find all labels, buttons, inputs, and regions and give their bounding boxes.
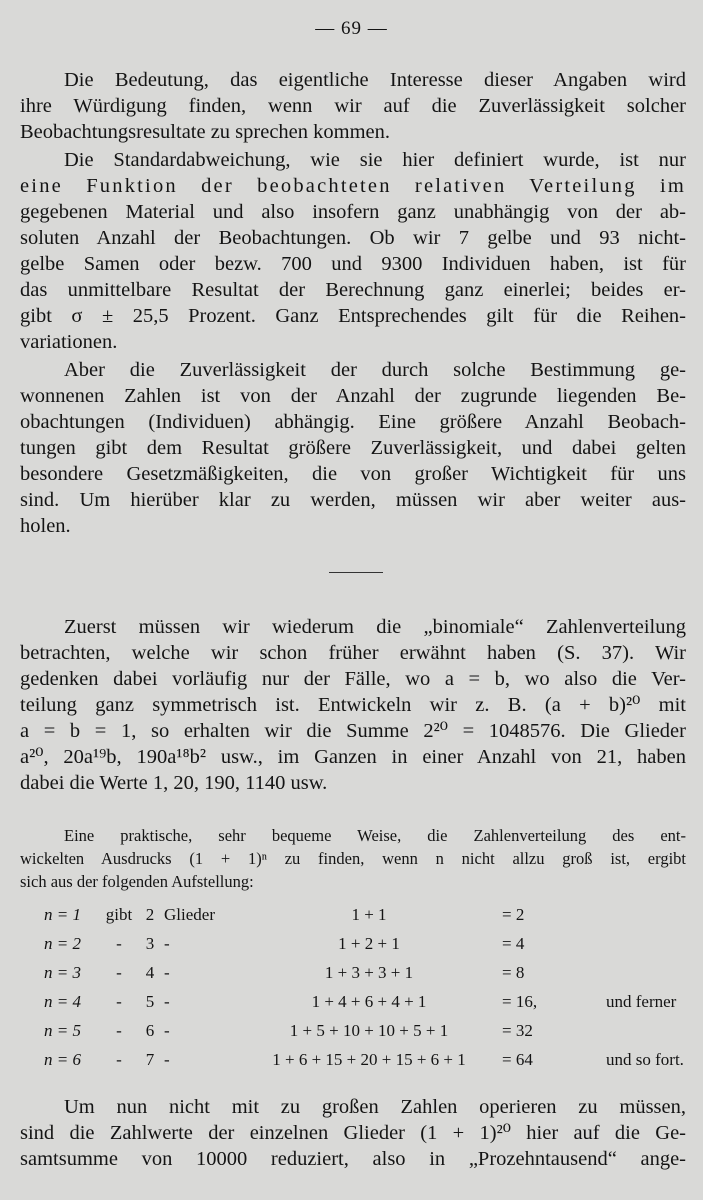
table-cell-count: 3 xyxy=(145,934,155,953)
table-row xyxy=(44,905,684,929)
table-row xyxy=(44,1021,684,1045)
table-cell-gibt: - xyxy=(116,1050,122,1069)
table-cell-count: 5 xyxy=(145,992,155,1011)
table-row xyxy=(44,963,684,987)
paragraph-4 xyxy=(20,614,686,796)
table-cell-result: = 8 xyxy=(502,963,525,982)
table-cell-count: 6 xyxy=(145,1021,155,1040)
table-cell-gibt: - xyxy=(116,992,122,1011)
table-cell-result: = 64 xyxy=(502,1050,533,1069)
text-line: samtsumme von 10000 reduziert, also in „Prozehntausend“ ange- xyxy=(20,1148,686,1170)
body-text-upper xyxy=(20,67,686,549)
table-row xyxy=(44,934,684,958)
text-line: ihre Würdigung finden, wenn wir auf die Zuverlässigkeit solcher xyxy=(20,95,686,117)
table-cell-glieder: Glieder xyxy=(164,905,215,924)
table-cell-n: n = 3 xyxy=(44,963,81,982)
table-cell-expression: 1 + 4 + 6 + 4 + 1 xyxy=(311,992,427,1011)
text-line: wonnenen Zahlen ist von der Anzahl der zugrunde liegenden Be- xyxy=(20,385,686,407)
text-line: betrachten, welche wir schon früher erwähnt haben (S. 37). Wir xyxy=(20,642,686,664)
body-text-middle xyxy=(20,614,686,806)
text-line: Beobachtungsresultate zu sprechen kommen. xyxy=(20,121,391,143)
table-cell-n: n = 5 xyxy=(44,1021,81,1040)
text-line: Eine praktische, sehr bequeme Weise, die Zahlenverteilung des ent- xyxy=(64,826,686,845)
small-print-paragraph xyxy=(20,824,686,893)
table-cell-n: n = 2 xyxy=(44,934,81,953)
table-cell-n: n = 6 xyxy=(44,1050,81,1069)
table-cell-result: = 2 xyxy=(502,905,525,924)
table-cell-count: 7 xyxy=(145,1050,155,1069)
text-line: tungen gibt dem Resultat größere Zuverlässigkeit, und dabei gelten xyxy=(20,437,686,459)
page-number: — 69 — xyxy=(315,18,388,39)
table-cell-expression: 1 + 5 + 10 + 10 + 5 + 1 xyxy=(289,1021,449,1040)
text-line: holen. xyxy=(20,515,71,537)
text-line: Aber die Zuverlässigkeit der durch solche Bestimmung ge- xyxy=(64,359,686,381)
text-line: variationen. xyxy=(20,331,118,353)
table-cell-result: = 32 xyxy=(502,1021,533,1040)
text-line: obachtungen (Individuen) abhängig. Eine größere Anzahl Beobach- xyxy=(20,411,686,433)
table-cell-note: und so fort. xyxy=(606,1050,684,1069)
table-cell-n: n = 1 xyxy=(44,905,81,924)
table-cell-glieder: - xyxy=(164,992,170,1011)
text-line: gibt σ ± 25,5 Prozent. Ganz Entsprechendes gilt für die Reihen- xyxy=(20,305,686,327)
table-cell-count: 4 xyxy=(145,963,155,982)
text-line: eine Funktion der beobachteten relativen Verteilung im xyxy=(20,175,686,197)
paragraph-2 xyxy=(20,147,686,355)
table-cell-glieder: - xyxy=(164,1021,170,1040)
text-line: sind die Zahlwerte der einzelnen Glieder (1 + 1)²⁰ hier auf die Ge- xyxy=(20,1122,686,1144)
text-line: Zuerst müssen wir wiederum die „binomiale“ Zahlenverteilung xyxy=(64,616,686,638)
section-divider xyxy=(329,572,383,573)
text-line: dabei die Werte 1, 20, 190, 1140 usw. xyxy=(20,772,328,794)
table-cell-expression: 1 + 6 + 15 + 20 + 15 + 6 + 1 xyxy=(272,1050,466,1069)
table-cell-gibt: - xyxy=(116,963,122,982)
text-line: wickelten Ausdrucks (1 + 1)ⁿ zu finden, wenn n nicht allzu groß ist, ergibt xyxy=(20,849,686,868)
text-line: sich aus der folgenden Aufstellung: xyxy=(20,872,254,891)
table-cell-gibt: - xyxy=(116,1021,122,1040)
table-cell-count: 2 xyxy=(145,905,155,924)
text-line: a = b = 1, so erhalten wir die Summe 2²⁰ = 1048576. Die Glieder xyxy=(20,720,686,742)
table-cell-result: = 4 xyxy=(502,934,525,953)
table-cell-n: n = 4 xyxy=(44,992,81,1011)
body-text-lower xyxy=(20,1094,686,1172)
text-line: gelbe Samen oder bezw. 700 und 9300 Individuen haben, ist für xyxy=(20,253,686,275)
text-line: Die Bedeutung, das eigentliche Interesse dieser Angaben wird xyxy=(64,69,686,91)
table-cell-gibt: gibt xyxy=(105,905,133,924)
table-cell-result: = 16, xyxy=(502,992,538,1011)
paragraph-3 xyxy=(20,357,686,539)
text-line: Die Standardabweichung, wie sie hier definiert wurde, ist nur xyxy=(64,149,686,171)
text-line: gedenken dabei vorläufig nur der Fälle, wo a = b, wo also die Ver- xyxy=(20,668,686,690)
text-line: soluten Anzahl der Beobachtungen. Ob wir 7 gelbe und 93 nicht- xyxy=(20,227,686,249)
table-cell-expression: 1 + 3 + 3 + 1 xyxy=(324,963,414,982)
table-cell-expression: 1 + 2 + 1 xyxy=(338,934,400,953)
text-line: sind. Um hierüber klar zu werden, müssen wir aber weiter aus- xyxy=(20,489,686,511)
table-row xyxy=(44,992,684,1016)
table-cell-glieder: - xyxy=(164,934,170,953)
table-cell-note: und ferner xyxy=(606,992,677,1011)
table-cell-glieder: - xyxy=(164,1050,170,1069)
paragraph-1 xyxy=(20,67,686,145)
text-line: das unmittelbare Resultat der Berechnung ganz einerlei; beides er- xyxy=(20,279,686,301)
text-line: a²⁰, 20a¹⁹b, 190a¹⁸b² usw., im Ganzen in einer Anzahl von 21, haben xyxy=(20,746,686,768)
table-cell-expression: 1 + 1 xyxy=(351,905,387,924)
text-line: teilung ganz symmetrisch ist. Entwickeln wir z. B. (a + b)²⁰ mit xyxy=(20,694,686,716)
table-cell-glieder: - xyxy=(164,963,170,982)
table-cell-gibt: - xyxy=(116,934,122,953)
table-row xyxy=(44,1050,684,1074)
text-line: gegebenen Material und also insofern ganz unabhängig von der ab- xyxy=(20,201,686,223)
text-line: besondere Gesetzmäßigkeiten, die von großer Wichtigkeit für uns xyxy=(20,463,686,485)
text-line: Um nun nicht mit zu großen Zahlen operieren zu müssen, xyxy=(64,1096,686,1118)
